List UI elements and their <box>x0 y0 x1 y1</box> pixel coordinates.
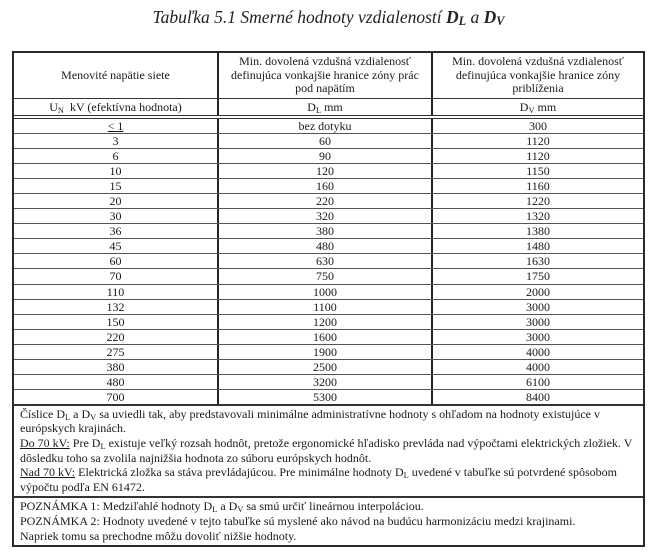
table-row <box>14 269 643 284</box>
cell-dl: 60 <box>219 134 433 148</box>
cell-dv: 1320 <box>526 209 550 224</box>
table-row <box>14 254 643 269</box>
cell-voltage: 150 <box>14 315 219 329</box>
header-dl-description: Min. dovolená vzdušná vzdialenosť definujúca vonkajšie hranice zóny prác pod napätím <box>219 53 433 98</box>
unit-dl-sub: L <box>315 106 322 115</box>
cell-dl: bez dotyku <box>219 119 433 133</box>
unit-dv-rest: mm <box>534 100 557 114</box>
table-remarks <box>14 496 643 545</box>
table-row <box>14 224 643 239</box>
note3-label: Nad 70 kV: <box>20 465 76 480</box>
cell-dl: 320 <box>219 209 433 223</box>
cell-voltage: 20 <box>14 194 219 208</box>
table-header <box>14 53 643 99</box>
cell-voltage: 3 <box>14 134 219 148</box>
cell-dv: 4000 <box>526 359 550 374</box>
cell-dl: 160 <box>219 179 433 193</box>
note2-text-a: Pre D <box>69 436 101 451</box>
table-row <box>14 330 643 345</box>
unit-un-main: U <box>49 100 58 114</box>
cell-dv: 2000 <box>526 284 550 299</box>
caption-dl-main: D <box>446 7 459 27</box>
cell-dv: 1120 <box>526 134 550 149</box>
cell-dl: 90 <box>219 149 433 163</box>
unit-dl <box>219 99 433 115</box>
distance-table <box>12 51 645 547</box>
note1-text-b: a D <box>70 406 91 421</box>
table-row <box>14 179 643 194</box>
cell-dl: 5300 <box>219 390 433 404</box>
cell-dv: 1150 <box>526 164 550 179</box>
cell-voltage: 220 <box>14 330 219 344</box>
cell-dv: 1220 <box>526 194 550 209</box>
table-row <box>14 345 643 360</box>
remark1-text-b: a D <box>217 499 238 514</box>
cell-voltage: 10 <box>14 164 219 178</box>
unit-dl-rest: mm <box>321 100 343 114</box>
cell-dl: 220 <box>219 194 433 208</box>
cell-voltage: 36 <box>14 224 219 238</box>
caption-dv-main: D <box>483 7 497 27</box>
table-row <box>14 315 643 330</box>
remark1-text-a: POZNÁMKA 1: Medziľahlé hodnoty D <box>20 499 213 514</box>
cell-voltage: 480 <box>14 375 219 389</box>
cell-dl: 750 <box>219 269 433 283</box>
cell-voltage: 60 <box>14 254 219 268</box>
table-row <box>14 134 643 149</box>
caption-dv <box>484 7 505 27</box>
cell-voltage: 110 <box>14 285 219 299</box>
table-row <box>14 194 643 209</box>
note1-text-a: Číslice D <box>20 406 65 421</box>
note1-sub-v: V <box>90 412 97 422</box>
table-row <box>14 360 643 375</box>
cell-dv: 1630 <box>526 254 550 269</box>
note1-sub-l: L <box>65 412 71 422</box>
table-row <box>14 239 643 254</box>
remark1-sub-v: V <box>237 505 244 515</box>
cell-dv: 6100 <box>526 374 550 389</box>
table-row <box>14 285 643 300</box>
unit-un <box>14 99 219 115</box>
header-nominal-voltage: Menovité napätie siete <box>14 53 219 98</box>
cell-dv: 1750 <box>526 269 550 284</box>
table-body <box>14 119 643 404</box>
remark-3: Napriek tomu sa prechodne môžu dovoliť nižšie hodnoty. <box>20 528 297 543</box>
table-row <box>14 375 643 390</box>
cell-dl: 1900 <box>219 345 433 359</box>
unit-un-rest: kV (efektívna hodnota) <box>63 100 182 114</box>
table-caption <box>0 6 657 28</box>
cell-dl: 380 <box>219 224 433 238</box>
cell-dl: 2500 <box>219 360 433 374</box>
note2-sub-l: L <box>100 442 106 452</box>
cell-dv: 1480 <box>526 239 550 254</box>
table-units-row <box>14 99 643 119</box>
table-notes <box>14 404 643 497</box>
caption-conj: a <box>466 7 484 27</box>
header-dv-description: Min. dovolená vzdušná vzdialenosť definujúca vonkajšie hranice zóny priblíženia <box>452 54 624 96</box>
caption-dl <box>446 7 466 27</box>
note3-sub-l: L <box>403 471 409 481</box>
cell-dv: 3000 <box>526 329 550 344</box>
unit-dv-main: D <box>519 100 529 114</box>
cell-voltage: 70 <box>14 269 219 283</box>
table-row <box>14 209 643 224</box>
unit-dv-sub: V <box>528 106 535 115</box>
note1-text-c: sa uviedli tak, aby predstavovali minimálne administratívne hodnoty s ohľadom na hodnoty existujúce v európskych krajinách. <box>20 406 600 436</box>
note2-text-b: existuje veľký rozsah hodnôt, pretože ergonomické hľadisko prevláda nad výpočtami elektrických zložiek. V dôsledku toho sa zvolila najnižšia hodnota zo súboru európskych hodnôt. <box>20 436 633 465</box>
note3-text-b: uvedené v tabuľke sú potvrdené spôsobom výpočtu podľa EN 61472. <box>20 465 617 494</box>
table-row <box>14 390 643 404</box>
cell-dl: 120 <box>219 164 433 178</box>
cell-dv: 1120 <box>526 149 550 164</box>
cell-dv: 4000 <box>526 344 550 359</box>
unit-un-sub: N <box>57 106 64 115</box>
cell-dv: 1380 <box>526 224 550 239</box>
cell-dl: 3200 <box>219 375 433 389</box>
cell-voltage: 700 <box>14 390 219 404</box>
remark1-sub-l: L <box>212 505 218 515</box>
cell-voltage: 6 <box>14 149 219 163</box>
note-paragraph-3 <box>20 465 637 494</box>
remark-2: POZNÁMKA 2: Hodnoty uvedené v tejto tabuľke sú myslené ako návod na budúcu harmonizáciu medzi krajinami. <box>20 514 576 529</box>
cell-dl: 630 <box>219 254 433 268</box>
cell-voltage: 30 <box>14 209 219 223</box>
cell-dl: 480 <box>219 239 433 253</box>
cell-dv: 300 <box>529 119 547 133</box>
cell-dl: 1100 <box>219 300 433 314</box>
cell-voltage: 132 <box>14 300 219 314</box>
cell-dl: 1000 <box>219 285 433 299</box>
cell-voltage: < 1 <box>14 119 219 133</box>
table-row <box>14 119 643 134</box>
table-row <box>14 164 643 179</box>
cell-voltage: 15 <box>14 179 219 193</box>
table-row <box>14 300 643 315</box>
unit-dv <box>433 99 643 115</box>
cell-voltage: 275 <box>14 345 219 359</box>
table-row <box>14 149 643 164</box>
remark-1 <box>20 499 637 514</box>
cell-voltage: 45 <box>14 239 219 253</box>
cell-dl: 1600 <box>219 330 433 344</box>
note2-label: Do 70 kV: <box>20 436 70 451</box>
cell-dv: 3000 <box>526 299 550 314</box>
caption-text: Tabuľka 5.1 Smerné hodnoty vzdialeností <box>152 7 447 27</box>
cell-voltage: 380 <box>14 360 219 374</box>
note-paragraph-1 <box>20 407 637 436</box>
caption-dv-sub: V <box>496 14 505 28</box>
cell-dl: 1200 <box>219 315 433 329</box>
cell-dv: 3000 <box>526 314 550 329</box>
note3-text-a: Elektrická zložka sa stáva prevládajúcou. Pre minimálne hodnoty D <box>75 465 404 480</box>
caption-dl-sub: L <box>458 14 467 28</box>
unit-dl-main: D <box>307 100 316 114</box>
cell-dv: 1160 <box>526 179 550 194</box>
note-paragraph-2 <box>20 436 637 465</box>
remark1-text-c: sa smú určiť lineárnou interpoláciou. <box>243 499 424 514</box>
cell-dv: 8400 <box>526 389 550 404</box>
